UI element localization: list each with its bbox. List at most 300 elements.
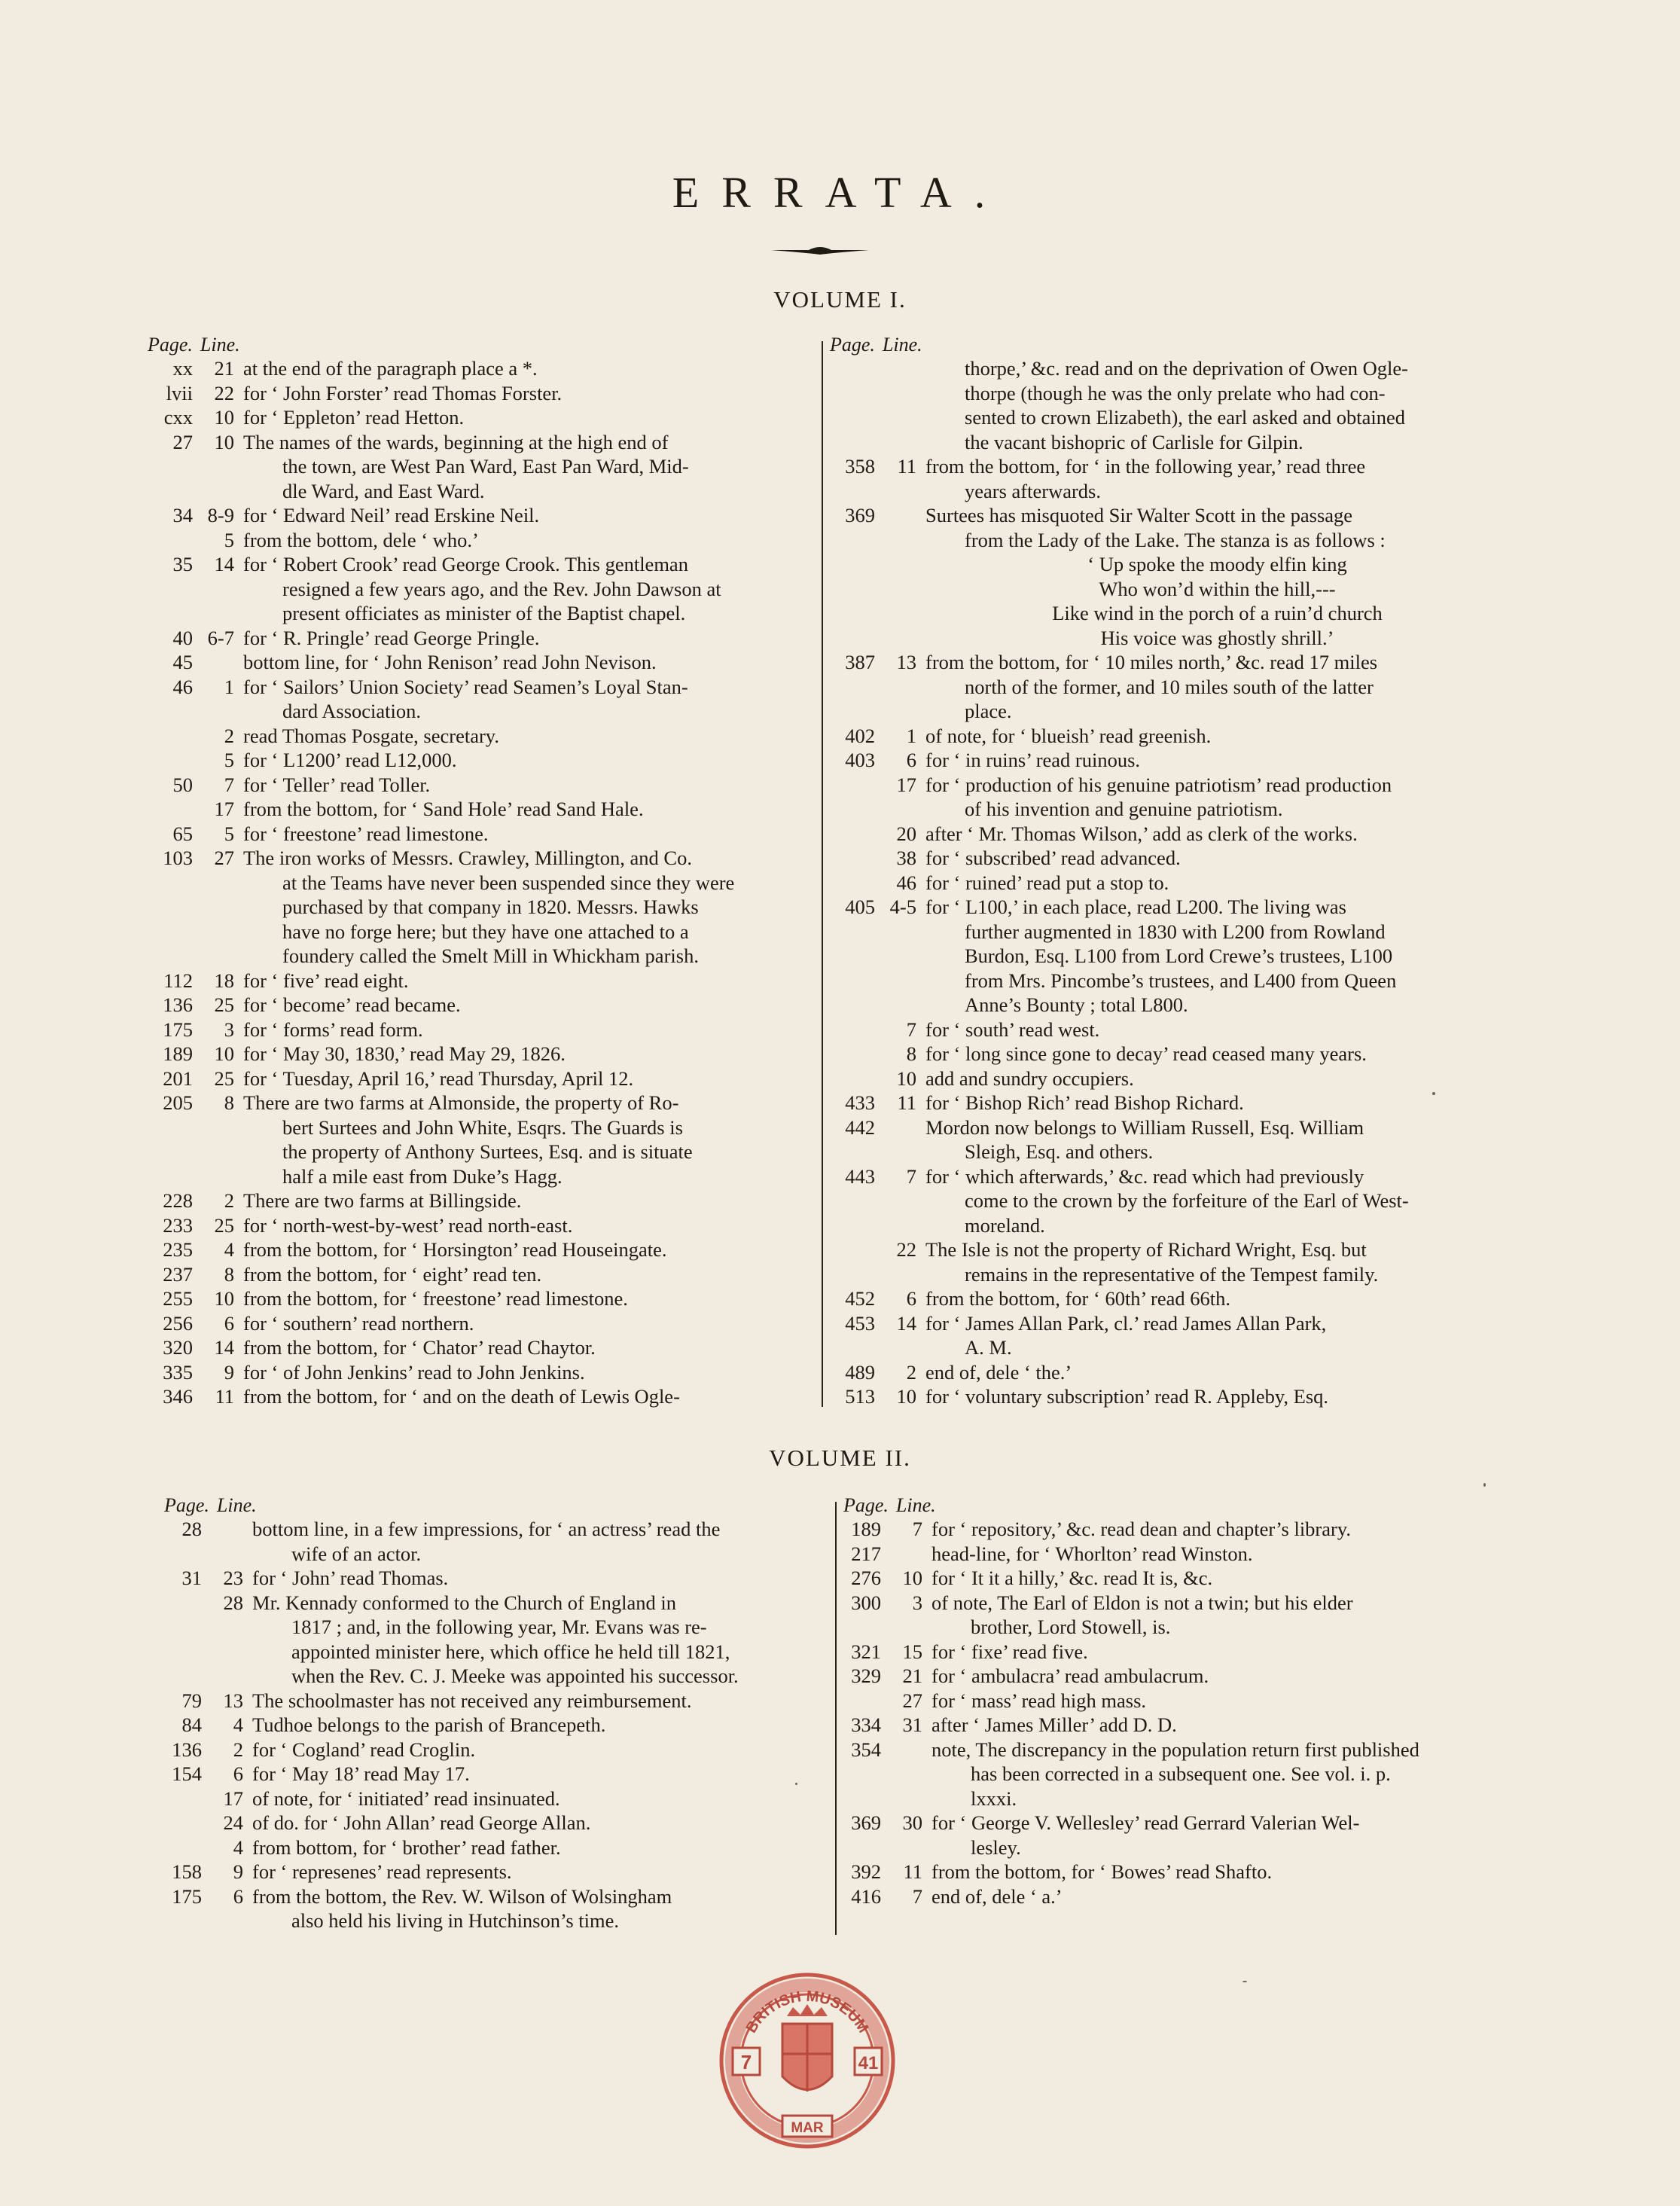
entry-correction-text [243, 1566, 831, 1591]
entry-text-first-line: for ‘ Tuesday, April 16,’ read Thursday, April 12. [243, 1066, 634, 1090]
entry-text-continuation: lxxxi. [971, 1786, 1017, 1810]
entry-line-number: 13 [896, 651, 916, 673]
entry-correction-text [234, 822, 822, 847]
entry-line-number: 6-7 [207, 626, 234, 649]
entry-line-number: 1 [906, 724, 916, 747]
entry-line-number: 13 [223, 1689, 243, 1712]
entry-line-number: 8 [224, 1091, 234, 1114]
errata-entry [830, 724, 1509, 749]
entry-text-continuation: at the Teams have never been suspended since they were [282, 871, 735, 894]
errata-entry [148, 675, 822, 724]
entry-page-number: 34 [172, 504, 193, 526]
entry-correction-text [922, 1664, 1523, 1689]
entry-text-first-line: for ‘ voluntary subscription’ read R. Appleby, Esq. [925, 1385, 1329, 1408]
entry-page-number: 136 [172, 1738, 202, 1761]
errata-entry [830, 1018, 1509, 1042]
column-divider [835, 1502, 837, 1935]
entry-text-first-line: bottom line, for ‘ John Renison’ read John Nevison. [243, 651, 657, 673]
entry-line-number: 18 [214, 969, 234, 992]
entry-line-number [881, 1542, 922, 1567]
entry-correction-text [234, 1066, 822, 1091]
entry-correction-text [234, 1262, 822, 1287]
entry-page-number [148, 797, 193, 822]
entry-text-continuation: remains in the representative of the Tempest family. [965, 1262, 1379, 1286]
errata-entry [148, 1018, 822, 1042]
entry-line-number: 31 [902, 1713, 922, 1736]
entry-line-number: 30 [902, 1811, 922, 1834]
errata-entry [148, 1286, 822, 1311]
entry-correction-text [234, 773, 822, 798]
errata-entry [148, 748, 822, 773]
entry-line-number: 17 [896, 773, 916, 796]
entry-text-first-line: Surtees has misquoted Sir Walter Scott in the passage [925, 504, 1353, 526]
entry-page-number: 50 [172, 773, 193, 796]
errata-entry [843, 1566, 1523, 1591]
entry-text-first-line: for ‘ which afterwards,’ &c. read which had previously [925, 1164, 1364, 1188]
entry-text-first-line: from the bottom, for ‘ Sand Hole’ read Sand Hale. [243, 798, 644, 820]
entry-page-number: 513 [845, 1385, 875, 1408]
entry-line-number: 2 [233, 1738, 243, 1761]
errata-entry [830, 1384, 1509, 1409]
entry-text-continuation: present officiates as minister of the Baptist chapel. [282, 602, 686, 624]
column-header [164, 1494, 831, 1517]
entry-page-number [148, 528, 193, 553]
entry-page-number: 443 [845, 1164, 875, 1188]
entry-text-first-line: for ‘ in ruins’ read ruinous. [925, 749, 1141, 771]
poem-line: ‘ Up spoke the moody elfin king [1087, 553, 1347, 575]
entry-correction-text [243, 1517, 831, 1566]
entry-page-number: 433 [845, 1091, 875, 1114]
entry-text-first-line: for ‘ Bishop Rich’ read Bishop Richard. [925, 1091, 1244, 1114]
errata-entry [830, 1164, 1509, 1238]
entry-page-number: 255 [163, 1287, 193, 1310]
entry-text-first-line: for ‘ north-west-by-west’ read north-east. [243, 1213, 573, 1237]
entry-line-number: 6 [233, 1884, 243, 1908]
entry-correction-text [922, 1738, 1523, 1811]
entry-text-first-line: Tudhoe belongs to the parish of Brancepeth. [252, 1713, 606, 1736]
errata-entry [148, 797, 822, 822]
entry-line-number: 3 [912, 1591, 922, 1614]
entry-correction-text [243, 1860, 831, 1884]
entry-text-first-line: There are two farms at Almonside, the property of Ro- [243, 1091, 679, 1114]
entry-page-number: 175 [163, 1018, 193, 1041]
errata-entry [148, 503, 822, 528]
entry-text-continuation: wife of an actor. [291, 1542, 422, 1565]
entry-page-number: 369 [851, 1811, 881, 1834]
entry-line-number: 28 [223, 1591, 243, 1614]
entry-text-first-line: The iron works of Messrs. Crawley, Millington, and Co. [243, 847, 692, 869]
entry-text-continuation: come to the crown by the forfeiture of the Earl of West- [965, 1189, 1409, 1212]
errata-entry [148, 1384, 822, 1409]
entry-correction-text [916, 1360, 1509, 1385]
errata-entry [830, 356, 1509, 454]
entry-text-first-line: for ‘ Teller’ read Toller. [243, 773, 431, 796]
entry-correction-text [243, 1884, 831, 1933]
entry-text-first-line: from the bottom, for ‘ eight’ read ten. [243, 1262, 542, 1286]
entry-correction-text [916, 1286, 1509, 1311]
column-header-line: Line. [895, 1494, 936, 1516]
entry-line-number: 17 [214, 798, 234, 820]
entry-text-first-line: for ‘ long since gone to decay’ read ceased many years. [925, 1042, 1367, 1065]
column-header-page: Page. [843, 1494, 889, 1516]
entry-correction-text [916, 454, 1509, 503]
entry-correction-text [922, 1640, 1523, 1664]
entry-text-first-line: of note, for ‘ blueish’ read greenish. [925, 724, 1212, 747]
entry-page-number: 233 [163, 1213, 193, 1237]
errata-entry [830, 748, 1509, 773]
stamp-year: 41 [858, 2053, 879, 2073]
entry-page-number [830, 356, 875, 454]
entry-line-number: 8 [906, 1042, 916, 1065]
entry-line-number: 2 [224, 1189, 234, 1212]
entry-text-continuation: appointed minister here, which office he held till 1821, [291, 1640, 730, 1663]
entry-text-first-line: at the end of the paragraph place a *. [243, 357, 538, 380]
column-header [148, 334, 822, 356]
errata-entry [164, 1713, 831, 1738]
entry-line-number: 6 [224, 1311, 234, 1335]
entry-text-first-line: from bottom, for ‘ brother’ read father. [252, 1835, 561, 1859]
stamp-text-top: BRITISH MUSEUM [742, 1988, 872, 2037]
entry-line-number: 4 [224, 1238, 234, 1261]
volume-2-left-column [164, 1494, 831, 1933]
entry-page-number: 45 [172, 651, 193, 673]
entry-line-number: 2 [224, 724, 234, 747]
entry-correction-text [234, 650, 822, 675]
errata-entry [148, 1188, 822, 1213]
entry-line-number: 11 [903, 1860, 922, 1883]
entry-line-number: 25 [214, 1213, 234, 1237]
entry-line-number: 14 [896, 1311, 916, 1335]
entry-text-first-line: of note, The Earl of Eldon is not a twin; but his elder [931, 1591, 1353, 1614]
entry-text-first-line: end of, dele ‘ the.’ [925, 1360, 1072, 1384]
entry-text-continuation: the vacant bishopric of Carlisle for Gilpin. [965, 430, 1303, 453]
entry-line-number: 21 [902, 1664, 922, 1687]
errata-entry [148, 1311, 822, 1336]
entry-text-first-line: for ‘ John’ read Thomas. [252, 1567, 449, 1589]
entry-text-first-line: from the bottom, the Rev. W. Wilson of Wolsingham [252, 1884, 672, 1908]
entry-text-first-line: for ‘ Edward Neil’ read Erskine Neil. [243, 504, 540, 526]
column-header-page: Page. [164, 1494, 209, 1516]
entry-text-continuation: foundery called the Smelt Mill in Whickham parish. [282, 944, 699, 967]
entry-text-first-line: for ‘ R. Pringle’ read George Pringle. [243, 626, 540, 649]
column-header-page: Page. [830, 334, 875, 355]
entry-correction-text [916, 1042, 1509, 1066]
entry-text-continuation: years afterwards. [965, 479, 1101, 502]
entry-page-number: 369 [845, 504, 875, 526]
entry-line-number: 11 [897, 1091, 916, 1114]
errata-entry [164, 1860, 831, 1884]
entry-line-number: 22 [896, 1238, 916, 1261]
errata-entry [843, 1738, 1523, 1811]
errata-entry [830, 650, 1509, 724]
entry-page-number [830, 822, 875, 847]
entry-correction-text [234, 748, 822, 773]
entry-text-first-line: for ‘ May 18’ read May 17. [252, 1762, 470, 1785]
entry-page-number: 154 [172, 1762, 202, 1785]
entry-correction-text [234, 1311, 822, 1336]
entry-line-number: 25 [214, 1066, 234, 1090]
errata-entry [843, 1517, 1523, 1542]
entry-text-first-line: There are two farms at Billingside. [243, 1189, 522, 1212]
entry-correction-text [234, 1091, 822, 1188]
errata-entry [843, 1811, 1523, 1860]
entry-line-number [875, 356, 916, 454]
errata-entry [148, 1042, 822, 1066]
entry-page-number: 46 [172, 675, 193, 698]
entry-text-continuation: resigned a few years ago, and the Rev. John Dawson at [282, 577, 721, 600]
entry-line-number: 7 [906, 1018, 916, 1041]
entry-text-continuation: Anne’s Bounty ; total L800. [965, 993, 1188, 1016]
entry-text-first-line: from the bottom, for ‘ freestone’ read limestone. [243, 1287, 628, 1310]
entry-correction-text [234, 993, 822, 1018]
entry-correction-text [916, 356, 1509, 454]
entry-correction-text [234, 846, 822, 969]
entry-correction-text [234, 1360, 822, 1385]
entry-page-number: 189 [163, 1042, 193, 1065]
entry-text-first-line: for ‘ represenes’ read represents. [252, 1860, 512, 1883]
entry-line-number: 38 [896, 847, 916, 869]
errata-entry [148, 969, 822, 993]
entry-line-number: 17 [223, 1786, 243, 1810]
entry-line-number: 9 [233, 1860, 243, 1883]
entry-text-first-line: The schoolmaster has not received any reimbursement. [252, 1689, 692, 1712]
volume-1-heading: VOLUME I. [773, 286, 907, 313]
entry-text-first-line: for ‘ south’ read west. [925, 1018, 1100, 1041]
entry-correction-text [234, 797, 822, 822]
errata-entry [148, 430, 822, 504]
entry-page-number [164, 1811, 202, 1835]
entry-line-number: 8 [224, 1262, 234, 1286]
entry-page-number [164, 1786, 202, 1811]
entry-page-number [164, 1591, 202, 1689]
errata-entry [843, 1860, 1523, 1884]
errata-entry [148, 381, 822, 406]
entry-correction-text [916, 1164, 1509, 1238]
entry-line-number: 25 [214, 993, 234, 1016]
entry-page-number: 158 [172, 1860, 202, 1883]
entry-line-number: 7 [912, 1518, 922, 1540]
entry-correction-text [234, 724, 822, 749]
errata-entry [830, 503, 1509, 650]
errata-entry [843, 1884, 1523, 1909]
entry-text-first-line: The Isle is not the property of Richard Wright, Esq. but [925, 1238, 1367, 1261]
entry-page-number: 84 [181, 1713, 202, 1736]
entry-correction-text [916, 1091, 1509, 1115]
entry-text-continuation: sented to crown Elizabeth), the earl asked and obtained [965, 406, 1405, 429]
page-title: ERRATA. [672, 168, 1008, 217]
entry-page-number: 403 [845, 749, 875, 771]
entry-page-number: 103 [163, 847, 193, 869]
entry-line-number [875, 1115, 916, 1164]
errata-entry [830, 1091, 1509, 1115]
entry-correction-text [916, 1384, 1509, 1409]
entry-page-number: 237 [163, 1262, 193, 1286]
errata-entry [148, 650, 822, 675]
entry-correction-text [922, 1566, 1523, 1591]
volume-2-heading: VOLUME II. [769, 1445, 911, 1471]
errata-entry [164, 1591, 831, 1689]
entry-page-number: 334 [851, 1713, 881, 1736]
entry-correction-text [922, 1517, 1523, 1542]
entry-page-number [843, 1689, 881, 1713]
entry-text-continuation: when the Rev. C. J. Meeke was appointed his successor. [291, 1664, 739, 1687]
entry-text-first-line: for ‘ subscribed’ read advanced. [925, 847, 1181, 869]
poem-line: Like wind in the porch of a ruin’d church [1052, 602, 1383, 624]
entry-correction-text [234, 1384, 822, 1409]
errata-entry [148, 1213, 822, 1238]
entry-text-first-line: after ‘ James Miller’ add D. D. [931, 1713, 1177, 1736]
entry-correction-text [234, 1335, 822, 1360]
entry-page-number: 321 [851, 1640, 881, 1663]
entry-correction-text [243, 1762, 831, 1786]
entry-page-number: 228 [163, 1189, 193, 1212]
errata-entry [830, 1311, 1509, 1360]
errata-entry [830, 1237, 1509, 1286]
errata-entry [830, 773, 1509, 822]
entry-line-number: 7 [912, 1884, 922, 1908]
entry-text-continuation: dard Association. [282, 700, 421, 722]
entry-page-number [830, 1237, 875, 1286]
errata-entry [148, 993, 822, 1018]
entry-page-number [830, 1018, 875, 1042]
errata-entry [830, 1066, 1509, 1091]
entry-text-first-line: for ‘ ruined’ read put a stop to. [925, 871, 1169, 894]
ornament-rule [771, 243, 869, 258]
entry-text-first-line: The names of the wards, beginning at the high end of [243, 430, 669, 453]
entry-line-number: 21 [214, 357, 234, 380]
entry-page-number: 452 [845, 1287, 875, 1310]
errata-entry [148, 1237, 822, 1262]
entry-page-number: 405 [845, 896, 875, 918]
entry-correction-text [234, 528, 822, 553]
entry-text-continuation: bert Surtees and John White, Esqrs. The Guards is [282, 1115, 683, 1139]
entry-text-continuation: half a mile east from Duke’s Hagg. [282, 1164, 563, 1188]
errata-entry [148, 822, 822, 847]
errata-entry [148, 1262, 822, 1287]
entry-line-number [881, 1738, 922, 1811]
entry-text-continuation: have no forge here; but they have one attached to a [282, 920, 689, 943]
entry-line-number: 6 [906, 1287, 916, 1310]
entry-text-first-line: for ‘ freestone’ read limestone. [243, 822, 489, 845]
entry-line-number: 46 [896, 871, 916, 894]
entry-correction-text [234, 1237, 822, 1262]
entry-correction-text [916, 895, 1509, 1018]
entry-text-continuation: also held his living in Hutchinson’s time. [291, 1909, 620, 1932]
entry-correction-text [922, 1542, 1523, 1567]
entry-text-first-line: for ‘ L100,’ in each place, read L200. The living was [925, 896, 1346, 918]
entry-text-first-line: for ‘ of John Jenkins’ read to John Jenkins. [243, 1360, 585, 1384]
errata-entry [164, 1762, 831, 1786]
entry-page-number [164, 1835, 202, 1860]
errata-entry [830, 895, 1509, 1018]
entry-page-number: 28 [181, 1518, 202, 1540]
entry-line-number: 10 [896, 1385, 916, 1408]
entry-correction-text [234, 381, 822, 406]
entry-page-number [148, 724, 193, 749]
entry-page-number: 65 [172, 822, 193, 845]
entry-page-number: xx [172, 357, 193, 380]
entry-line-number: 10 [896, 1066, 916, 1090]
entry-line-number: 24 [223, 1811, 243, 1834]
errata-entry [830, 846, 1509, 871]
errata-entry [148, 1066, 822, 1091]
entry-correction-text [243, 1713, 831, 1738]
errata-entry [148, 356, 822, 381]
entry-correction-text [916, 846, 1509, 871]
entry-page-number: 346 [163, 1385, 193, 1408]
entry-page-number: 453 [845, 1311, 875, 1335]
entry-correction-text [916, 871, 1509, 896]
entry-correction-text [234, 969, 822, 993]
entry-text-first-line: from the bottom, for ‘ Bowes’ read Shafto. [931, 1860, 1273, 1883]
entry-correction-text [922, 1860, 1523, 1884]
errata-entry [148, 724, 822, 749]
volume-1-left-column [148, 334, 822, 1409]
entry-text-first-line: from the bottom, for ‘ 10 miles north,’ &c. read 17 miles [925, 651, 1378, 673]
column-header-line: Line. [200, 334, 240, 355]
entry-line-number: 5 [224, 528, 234, 551]
entry-text-first-line: from the bottom, for ‘ and on the death of Lewis Ogle- [243, 1385, 680, 1408]
errata-entry [830, 1286, 1509, 1311]
entry-line-number: 5 [224, 822, 234, 845]
entry-correction-text [234, 430, 822, 504]
entry-correction-text [234, 405, 822, 430]
entry-correction-text [234, 1213, 822, 1238]
entry-text-first-line: thorpe,’ &c. read and on the deprivation of Owen Ogle- [965, 357, 1408, 380]
errata-entry [843, 1542, 1523, 1567]
entry-correction-text [243, 1591, 831, 1689]
paper-speck [795, 1783, 797, 1785]
entry-text-first-line: for ‘ fixe’ read five. [931, 1640, 1088, 1663]
entry-text-first-line: from the bottom, for ‘ in the following year,’ read three [925, 455, 1366, 478]
entry-page-number: 358 [845, 455, 875, 478]
entry-text-first-line: for ‘ southern’ read northern. [243, 1311, 474, 1335]
entry-correction-text [922, 1591, 1523, 1640]
entry-line-number: 2 [906, 1360, 916, 1384]
entry-page-number: 335 [163, 1360, 193, 1384]
entry-text-first-line: from the bottom, dele ‘ who.’ [243, 528, 479, 551]
entry-correction-text [234, 626, 822, 651]
entry-text-first-line: for ‘ forms’ read form. [243, 1018, 423, 1041]
errata-entry [148, 626, 822, 651]
entry-text-first-line: for ‘ May 30, 1830,’ read May 29, 1826. [243, 1042, 566, 1065]
entry-text-first-line: after ‘ Mr. Thomas Wilson,’ add as clerk of the works. [925, 822, 1358, 845]
column-header-line: Line. [216, 1494, 257, 1516]
entry-text-continuation: further augmented in 1830 with L200 from Rowland [965, 920, 1386, 943]
entry-line-number [202, 1517, 243, 1566]
entry-page-number [148, 748, 193, 773]
entry-text-first-line: from the bottom, for ‘ 60th’ read 66th. [925, 1287, 1231, 1310]
entry-correction-text [243, 1811, 831, 1835]
entry-line-number: 4-5 [889, 896, 916, 918]
entry-line-number: 14 [214, 1336, 234, 1359]
entry-text-first-line: for ‘ five’ read eight. [243, 969, 409, 992]
entry-page-number: 31 [181, 1567, 202, 1589]
entry-line-number: 10 [214, 1287, 234, 1310]
entry-text-continuation: the town, are West Pan Ward, East Pan Ward, Mid- [282, 455, 689, 478]
entry-correction-text [234, 1286, 822, 1311]
entry-line-number [875, 503, 916, 650]
entry-page-number: 235 [163, 1238, 193, 1261]
entry-line-number: 8-9 [207, 504, 234, 526]
entry-line-number: 20 [896, 822, 916, 845]
entry-text-continuation: 1817 ; and, in the following year, Mr. Evans was re- [291, 1616, 707, 1638]
entry-correction-text [916, 748, 1509, 773]
errata-entry [843, 1713, 1523, 1738]
entry-page-number: 416 [851, 1884, 881, 1908]
column-header [830, 334, 1509, 356]
entry-line-number: 11 [215, 1385, 234, 1408]
